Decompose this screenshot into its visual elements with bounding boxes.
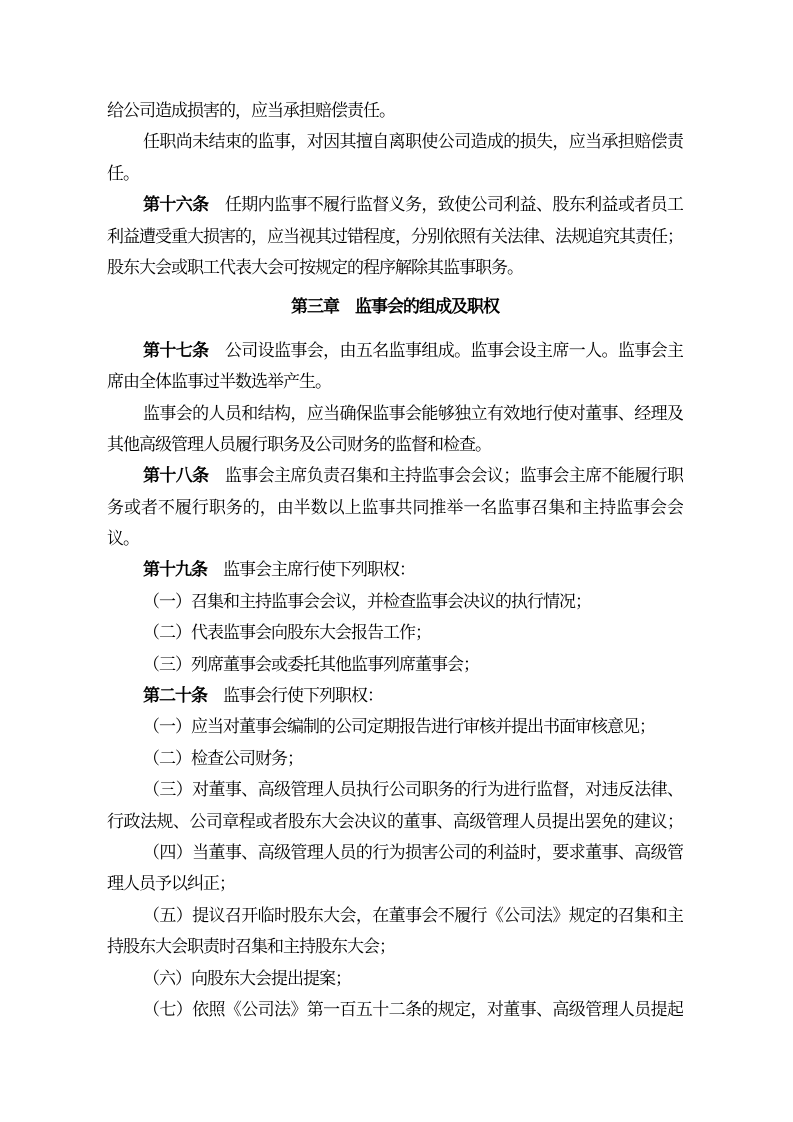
document-line (107, 460, 683, 491)
document-line (107, 554, 683, 585)
line-text: 其他高级管理人员履行职务及公司财务的监督和检查。 (107, 434, 491, 454)
document-line (107, 617, 683, 648)
line-text: 持股东大会职责时召集和主持股东大会； (107, 937, 395, 957)
article-number: 第十九条 (143, 560, 207, 580)
line-text: （一）召集和主持监事会会议，并检查监事会决议的执行情况； (143, 591, 591, 611)
document-line (107, 158, 683, 189)
line-text: 任职尚未结束的监事，对因其擅自离职使公司造成的损失，应当承担赔偿责 (143, 132, 683, 152)
line-text: 股东大会或职工代表大会可按规定的程序解除其监事职务。 (107, 257, 523, 277)
document-line (107, 189, 683, 220)
line-text: 席由全体监事过半数选举产生。 (107, 372, 331, 392)
line-text: 任期内监事不履行监督义务，致使公司利益、股东利益或者员工 (208, 195, 683, 215)
line-text: （一）应当对董事会编制的公司定期报告进行审核并提出书面审核意见； (143, 717, 655, 737)
line-text: （五）提议召开临时股东大会，在董事会不履行《公司法》规定的召集和主 (143, 905, 683, 925)
line-text: 任。 (107, 163, 139, 183)
article-number: 第十八条 (143, 466, 209, 486)
document-line (107, 994, 683, 1025)
document-line (107, 523, 683, 554)
line-text: 监事会主席负责召集和主持监事会会议；监事会主席不能履行职 (208, 466, 683, 486)
line-text: 行政法规、公司章程或者股东大会决议的董事、高级管理人员提出罢免的建议； (107, 811, 683, 831)
document-line (107, 868, 683, 899)
article-number: 第十六条 (143, 195, 209, 215)
line-text: 监事会主席行使下列职权： (207, 560, 415, 580)
line-text: （六）向股东大会提出提案； (143, 968, 351, 988)
document-line (107, 806, 683, 837)
document-line (107, 398, 683, 429)
line-text: 利益遭受重大损害的，应当视其过错程度，分别依照有关法律、法规追究其责任； (107, 226, 683, 246)
document-line (107, 252, 683, 283)
line-text: 理人员予以纠正； (107, 874, 235, 894)
document-line (107, 366, 683, 397)
document-content (107, 95, 683, 1025)
document-line (107, 492, 683, 523)
line-text: 监事会的人员和结构，应当确保监事会能够独立有效地行使对董事、经理及 (143, 403, 683, 423)
document-line (107, 649, 683, 680)
document-line (107, 335, 683, 366)
line-text: （二）代表监事会向股东大会报告工作； (143, 623, 431, 643)
chapter-heading (107, 291, 683, 322)
document-line (107, 429, 683, 460)
line-text: 第三章 监事会的组成及职权 (291, 297, 499, 317)
line-text: （七）依照《公司法》第一百五十二条的规定，对董事、高级管理人员提起 (143, 999, 683, 1019)
document-line (107, 837, 683, 868)
article-number: 第十七条 (143, 340, 209, 360)
article-number: 第二十条 (143, 686, 207, 706)
document-line (107, 774, 683, 805)
line-text: 公司设监事会，由五名监事组成。监事会设主席一人。监事会主 (208, 340, 683, 360)
document-line (107, 221, 683, 252)
line-text: 给公司造成损害的，应当承担赔偿责任。 (107, 101, 395, 120)
document-line (107, 680, 683, 711)
line-text: 务或者不履行职务的，由半数以上监事共同推举一名监事召集和主持监事会会 (107, 497, 683, 517)
document-line (107, 126, 683, 157)
line-text: 监事会行使下列职权： (207, 686, 383, 706)
line-text: 议。 (107, 529, 139, 549)
document-line (107, 900, 683, 931)
document-line (107, 931, 683, 962)
line-text: （三）对董事、高级管理人员执行公司职务的行为进行监督，对违反法律、 (143, 780, 683, 800)
line-text: （三）列席董事会或委托其他监事列席董事会； (143, 654, 479, 674)
document-line (107, 711, 683, 742)
document-line (107, 95, 683, 126)
line-text: （二）检查公司财务； (143, 748, 303, 768)
line-text: （四）当董事、高级管理人员的行为损害公司的利益时，要求董事、高级管 (143, 842, 683, 862)
document-line (107, 743, 683, 774)
document-line (107, 586, 683, 617)
document-line (107, 963, 683, 994)
